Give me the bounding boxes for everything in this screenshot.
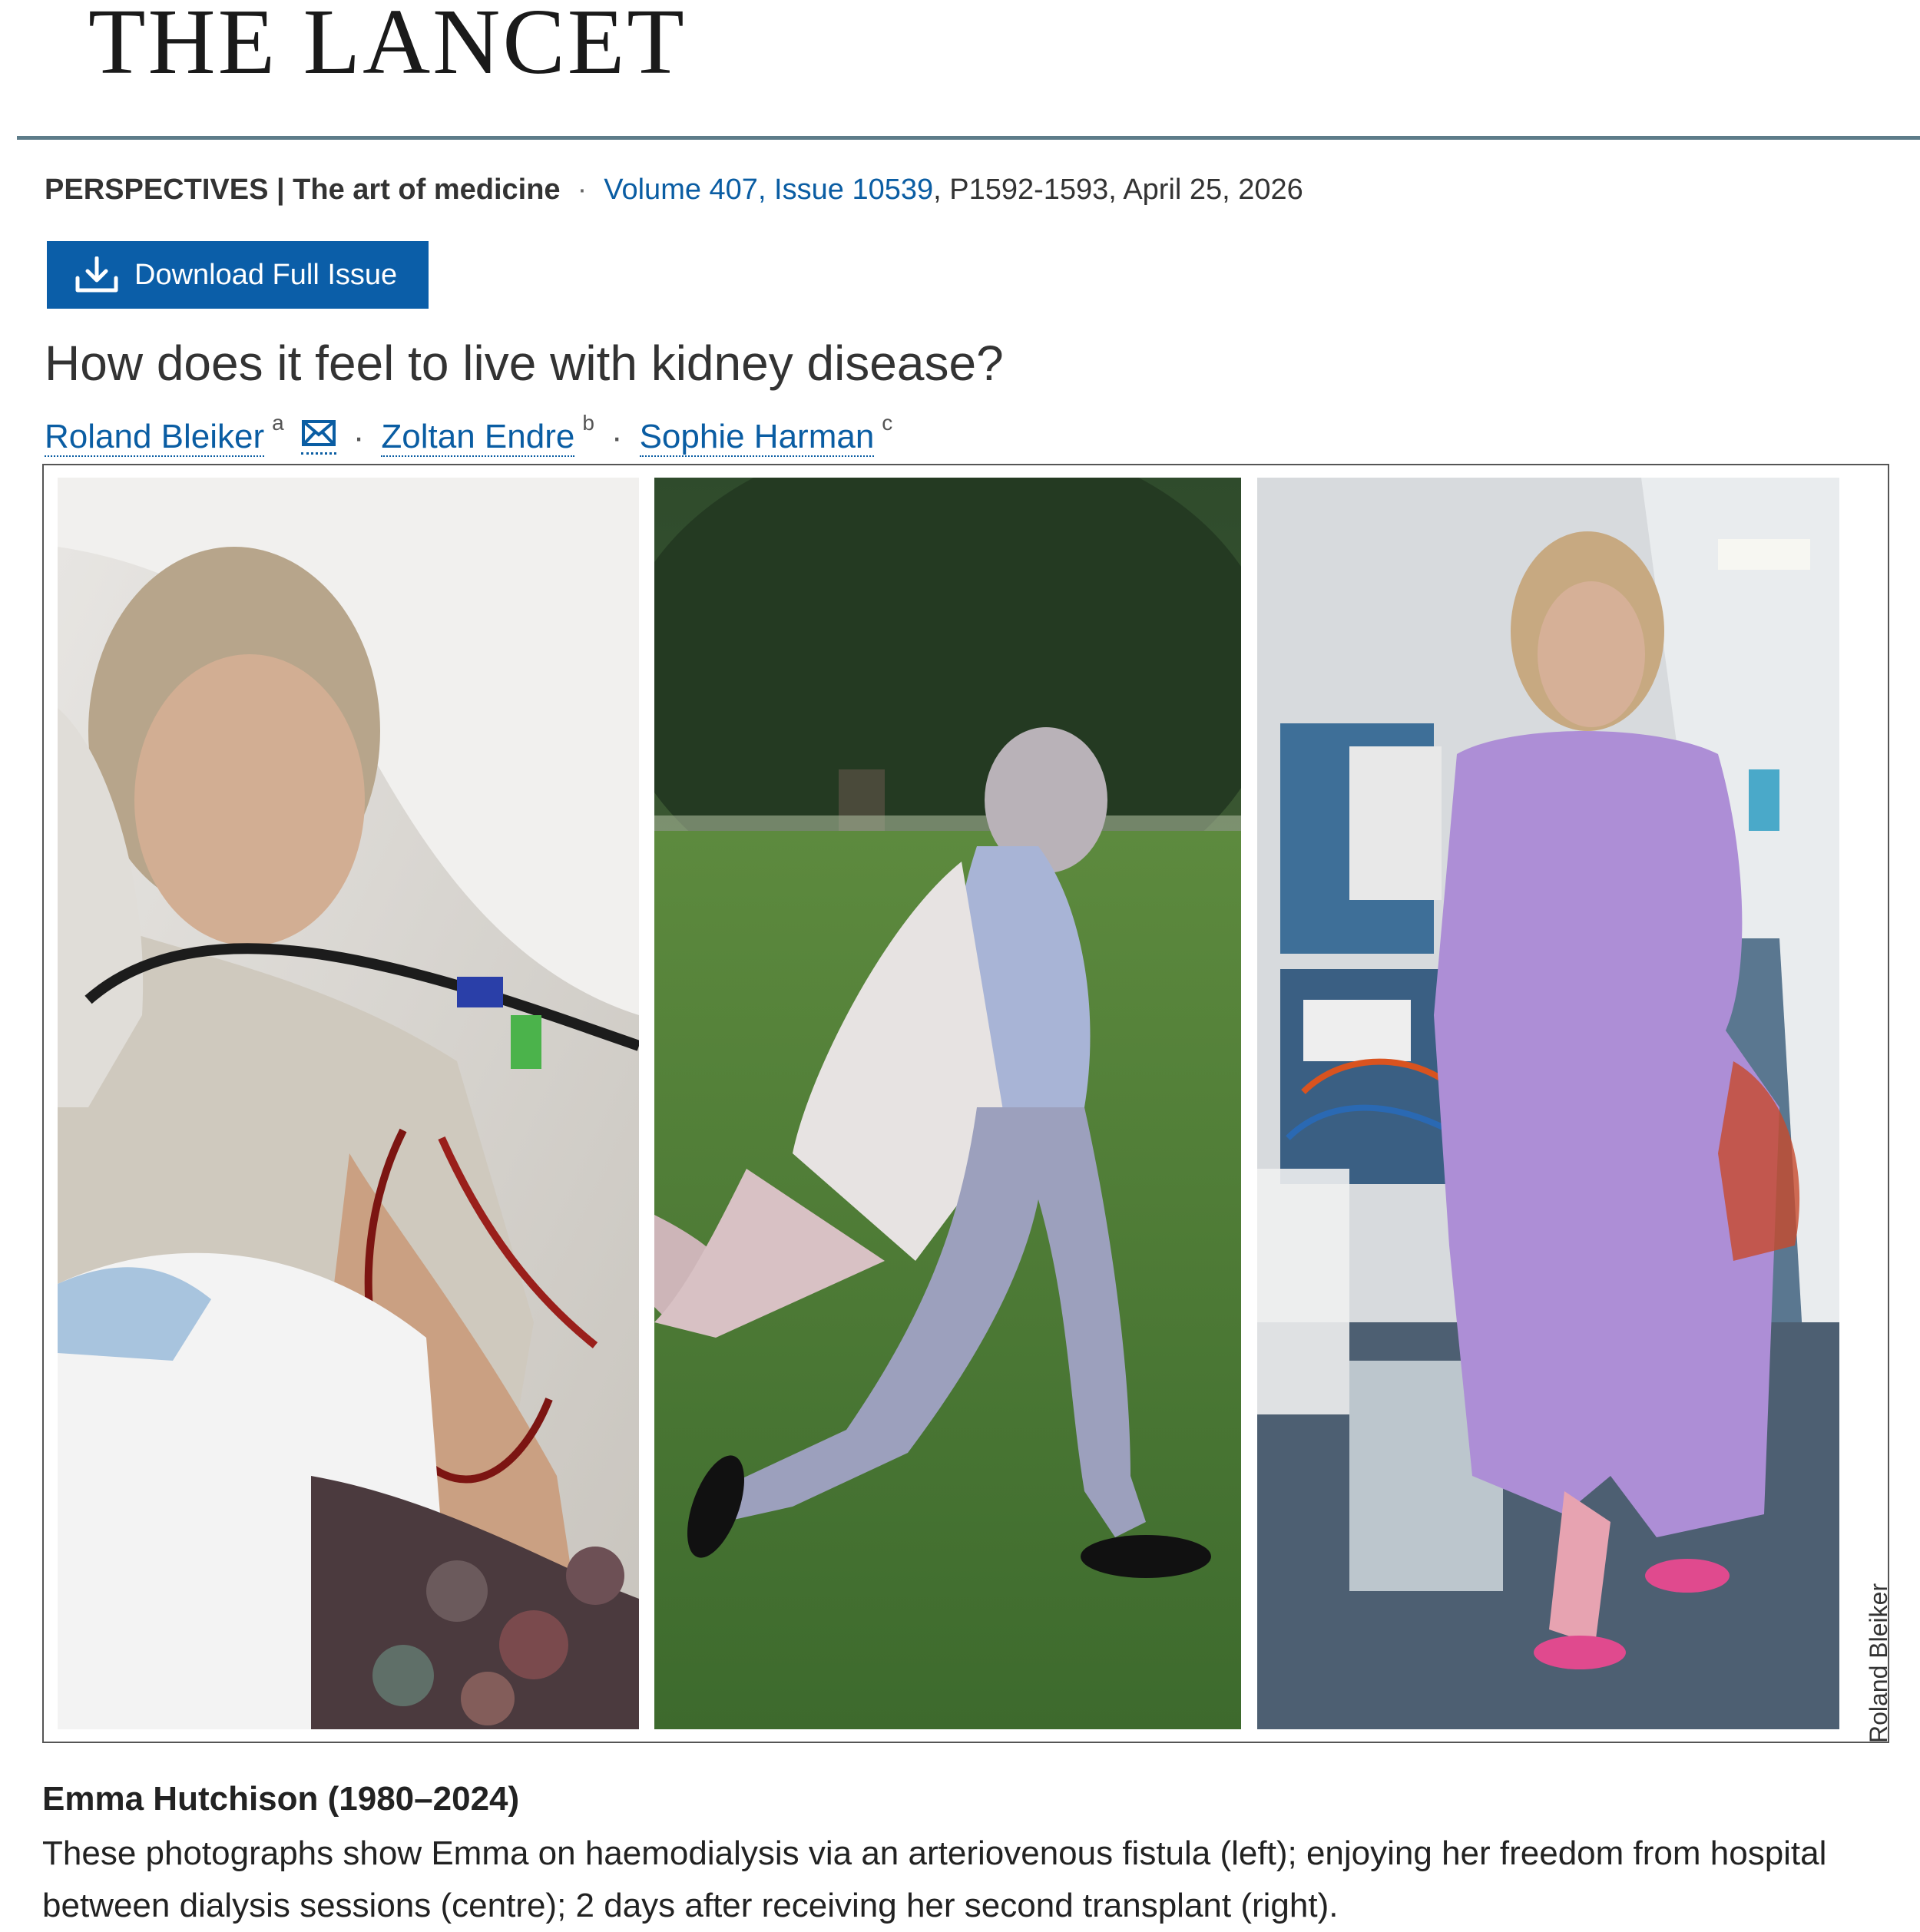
figure-caption-title: Emma Hutchison (1980–2024) xyxy=(42,1780,520,1818)
download-icon xyxy=(74,256,119,293)
figure-caption-body: These photographs show Emma on haemodialysis via an arteriovenous fistula (left); enjoying her freedom from hospital between dialysis sessions (centre); 2 days after receiving her second transplant (right). xyxy=(42,1834,1827,1924)
journal-logo[interactable]: THE LANCET xyxy=(88,0,687,94)
article-title: How does it feel to live with kidney disease? xyxy=(45,336,1004,391)
affiliation-marker[interactable]: b xyxy=(582,411,594,435)
article-meta xyxy=(45,174,1303,207)
photo-running xyxy=(654,478,1241,1729)
photo-credit: Roland Bleiker xyxy=(1865,1583,1892,1743)
meta-separator: · xyxy=(577,174,588,206)
author-link[interactable]: Roland Bleiker xyxy=(45,418,264,457)
download-full-issue-button[interactable] xyxy=(47,241,429,309)
author-link[interactable]: Sophie Harman xyxy=(640,418,875,457)
affiliation-marker[interactable]: c xyxy=(882,411,893,435)
author-separator: · xyxy=(353,418,365,456)
photo-dialysis xyxy=(58,478,639,1729)
affiliation-marker[interactable]: a xyxy=(272,411,284,435)
email-icon[interactable] xyxy=(301,418,336,455)
article-figure[interactable] xyxy=(42,464,1889,1743)
section-label: PERSPECTIVES | The art of medicine xyxy=(45,174,561,206)
volume-issue-link[interactable]: Volume 407, Issue 10539 xyxy=(604,174,934,206)
author-list xyxy=(45,411,893,457)
download-label: Download Full Issue xyxy=(134,258,398,291)
author-separator: · xyxy=(611,418,623,456)
author-link[interactable]: Zoltan Endre xyxy=(381,418,574,457)
photo-hospital xyxy=(1257,478,1839,1729)
pages-date: , P1592-1593, April 25, 2026 xyxy=(933,174,1303,206)
header-divider xyxy=(17,136,1920,140)
